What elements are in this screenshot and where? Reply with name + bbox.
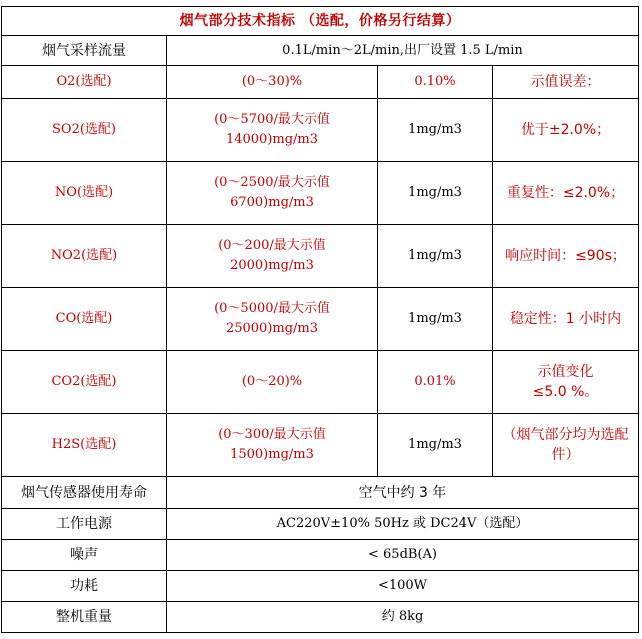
gas-row-no <box>2 162 639 225</box>
gas-range-line: 14000)mg/m3 <box>225 132 319 147</box>
gas-note <box>493 225 639 288</box>
gas-resolution: 1mg/m3 <box>378 162 493 225</box>
spec-row-power-supply <box>2 509 639 540</box>
spec-table <box>1 0 639 633</box>
flow-value: 0.1L/min～2L/min,出厂设置 1.5 L/min <box>167 36 639 66</box>
gas-name: NO2(选配) <box>2 225 167 288</box>
gas-resolution: 1mg/m3 <box>378 99 493 162</box>
gas-range <box>167 288 378 351</box>
gas-range <box>167 225 378 288</box>
spec-label: 工作电源 <box>2 509 167 540</box>
gas-note <box>493 414 639 477</box>
gas-note-line: 稳定性：1 小时内 <box>509 311 622 327</box>
gas-note <box>493 288 639 351</box>
gas-range-line: 25000)mg/m3 <box>225 321 319 336</box>
gas-resolution: 1mg/m3 <box>378 414 493 477</box>
gas-range-line: (0～5000/最大示值 <box>214 301 330 316</box>
spec-row-power-consumption <box>2 571 639 602</box>
gas-note-line: 示值变化 <box>537 364 594 380</box>
spec-value: 约 8kg <box>167 602 639 633</box>
spec-value: <100W <box>167 571 639 602</box>
title-row <box>2 7 639 36</box>
gas-range-line: 2000)mg/m3 <box>230 258 314 273</box>
spec-value: AC220V±10% 50Hz 或 DC24V（选配） <box>167 509 639 540</box>
gas-range-line: (0～30)% <box>241 74 303 89</box>
gas-resolution: 0.10% <box>378 66 493 99</box>
gas-note-line: （烟气部分均为选配 <box>502 427 629 443</box>
gas-row-no2 <box>2 225 639 288</box>
spec-label: 整机重量 <box>2 602 167 633</box>
gas-range <box>167 99 378 162</box>
gas-range-line: (0～20)% <box>241 374 303 389</box>
gas-row-h2s <box>2 414 639 477</box>
spec-value: < 65dB(A) <box>167 540 639 571</box>
spec-row-weight <box>2 602 639 633</box>
flow-label: 烟气采样流量 <box>2 36 167 66</box>
spec-value: 空气中约 3 年 <box>167 477 639 509</box>
spec-label: 功耗 <box>2 571 167 602</box>
gas-range <box>167 351 378 414</box>
flow-row <box>2 36 639 66</box>
gas-note-line: 示值误差： <box>530 74 601 90</box>
spec-label: 烟气传感器使用寿命 <box>2 477 167 509</box>
gas-range <box>167 66 378 99</box>
gas-range <box>167 414 378 477</box>
gas-note-line: 响应时间：≤90s； <box>505 248 626 264</box>
gas-row-so2 <box>2 99 639 162</box>
gas-range-line: (0～300/最大示值 <box>218 427 326 442</box>
gas-note <box>493 351 639 414</box>
gas-name: H2S(选配) <box>2 414 167 477</box>
spec-row-noise <box>2 540 639 571</box>
gas-range <box>167 162 378 225</box>
table-title: 烟气部分技术指标 （选配，价格另行结算） <box>2 7 639 36</box>
gas-note-line: ≤5.0 %。 <box>532 384 599 400</box>
gas-resolution: 1mg/m3 <box>378 288 493 351</box>
gas-note-line: 件） <box>551 447 580 463</box>
gas-row-co2 <box>2 351 639 414</box>
gas-resolution: 1mg/m3 <box>378 225 493 288</box>
gas-range-line: (0～5700/最大示值 <box>214 112 330 127</box>
gas-name: NO(选配) <box>2 162 167 225</box>
spec-label: 噪声 <box>2 540 167 571</box>
gas-note-line: 优于±2.0%； <box>520 122 611 138</box>
gas-name: O2(选配) <box>2 66 167 99</box>
gas-note <box>493 66 639 99</box>
gas-row-co <box>2 288 639 351</box>
gas-range-line: (0～200/最大示值 <box>218 238 326 253</box>
gas-name: CO2(选配) <box>2 351 167 414</box>
gas-resolution: 0.01% <box>378 351 493 414</box>
gas-note <box>493 99 639 162</box>
gas-range-line: 6700)mg/m3 <box>230 195 314 210</box>
gas-note-line: 重复性：≤2.0%； <box>506 185 625 201</box>
gas-note <box>493 162 639 225</box>
spec-row-sensor-life <box>2 477 639 509</box>
gas-range-line: 1500)mg/m3 <box>230 447 314 462</box>
gas-row-o2 <box>2 66 639 99</box>
gas-name: CO(选配) <box>2 288 167 351</box>
gas-name: SO2(选配) <box>2 99 167 162</box>
gas-range-line: (0～2500/最大示值 <box>214 175 330 190</box>
